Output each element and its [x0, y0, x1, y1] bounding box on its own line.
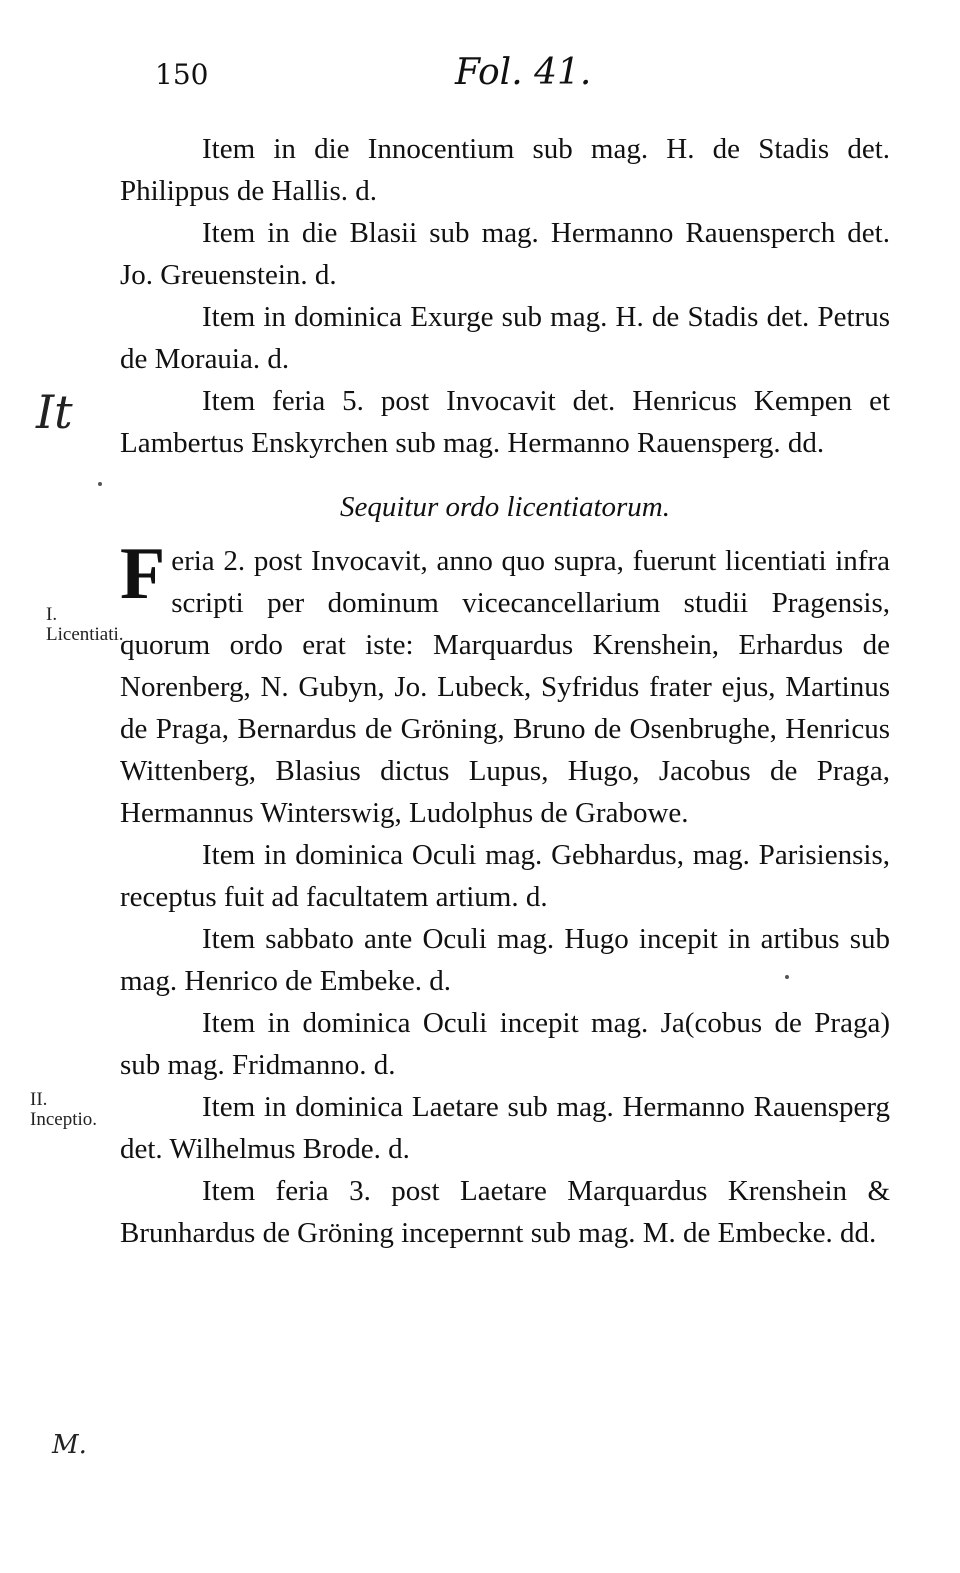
- entry-paragraph: Item in die Innocentium sub mag. H. de Stadis det. Philippus de Hallis. d.: [120, 133, 890, 207]
- handwritten-margin-mark: It: [36, 385, 73, 439]
- entry-paragraph: Item in dominica Oculi mag. Gebhardus, mag. Parisiensis, receptus fuit ad facultatem artium. d.: [120, 839, 890, 913]
- entry-paragraph: Item in die Blasii sub mag. Hermanno Rauensperch det. Jo. Greuenstein. d.: [120, 217, 890, 291]
- main-text: [120, 128, 890, 1254]
- margin-note-licentia: I. Licentiati.: [46, 604, 124, 645]
- ink-speck: [98, 482, 102, 486]
- licentiati-paragraph: [120, 533, 890, 834]
- entry-paragraph: Item in dominica Laetare sub mag. Hermanno Rauensperg det. Wilhelmus Brode. d.: [120, 1091, 890, 1165]
- entry-paragraph: Item in dominica Oculi incepit mag. Ja(cobus de Praga) sub mag. Fridmanno. d.: [120, 1007, 890, 1081]
- licentiati-text: eria 2. post Invocavit, anno quo supra, fuerunt licentiati infra scripti per dominum vicecancellarium studii Pragensis, quorum ordo erat iste: Marquardus Krenshein, Erhardus de Norenberg, N. Gubyn, Jo. Lubeck, Syfridus frater ejus, Martinus de Praga, Bernardus de Gröning, Bruno de Osenbrughe, Henricus Wittenberg, Blasius dictus Lupus, Hugo, Jacobus de Praga, Hermannus Winterswig, Ludolphus de Grabowe.: [120, 545, 890, 829]
- entry-paragraph: Item in dominica Exurge sub mag. H. de Stadis det. Petrus de Morauia. d.: [120, 301, 890, 375]
- entry-paragraph: Item feria 5. post Invocavit det. Henricus Kempen et Lambertus Enskyrchen sub mag. Hermanno Rauensperg. dd.: [120, 385, 890, 459]
- entry-paragraph: Item sabbato ante Oculi mag. Hugo incepit in artibus sub mag. Henrico de Embeke. d.: [120, 923, 890, 997]
- drop-cap: F: [120, 533, 166, 615]
- folio-annotation: Fol. 41.: [455, 52, 592, 93]
- section-heading: Sequitur ordo licentiatorum.: [340, 491, 670, 523]
- handwritten-initial: M.: [52, 1430, 87, 1460]
- page-header: [0, 0, 960, 110]
- entry-paragraph: Item feria 3. post Laetare Marquardus Krenshein & Brunhardus de Gröning incepernnt sub mag. M. de Embecke. dd.: [120, 1175, 890, 1249]
- page-number: 150: [155, 58, 209, 91]
- margin-note-inceptio: II. Inceptio.: [30, 1089, 98, 1130]
